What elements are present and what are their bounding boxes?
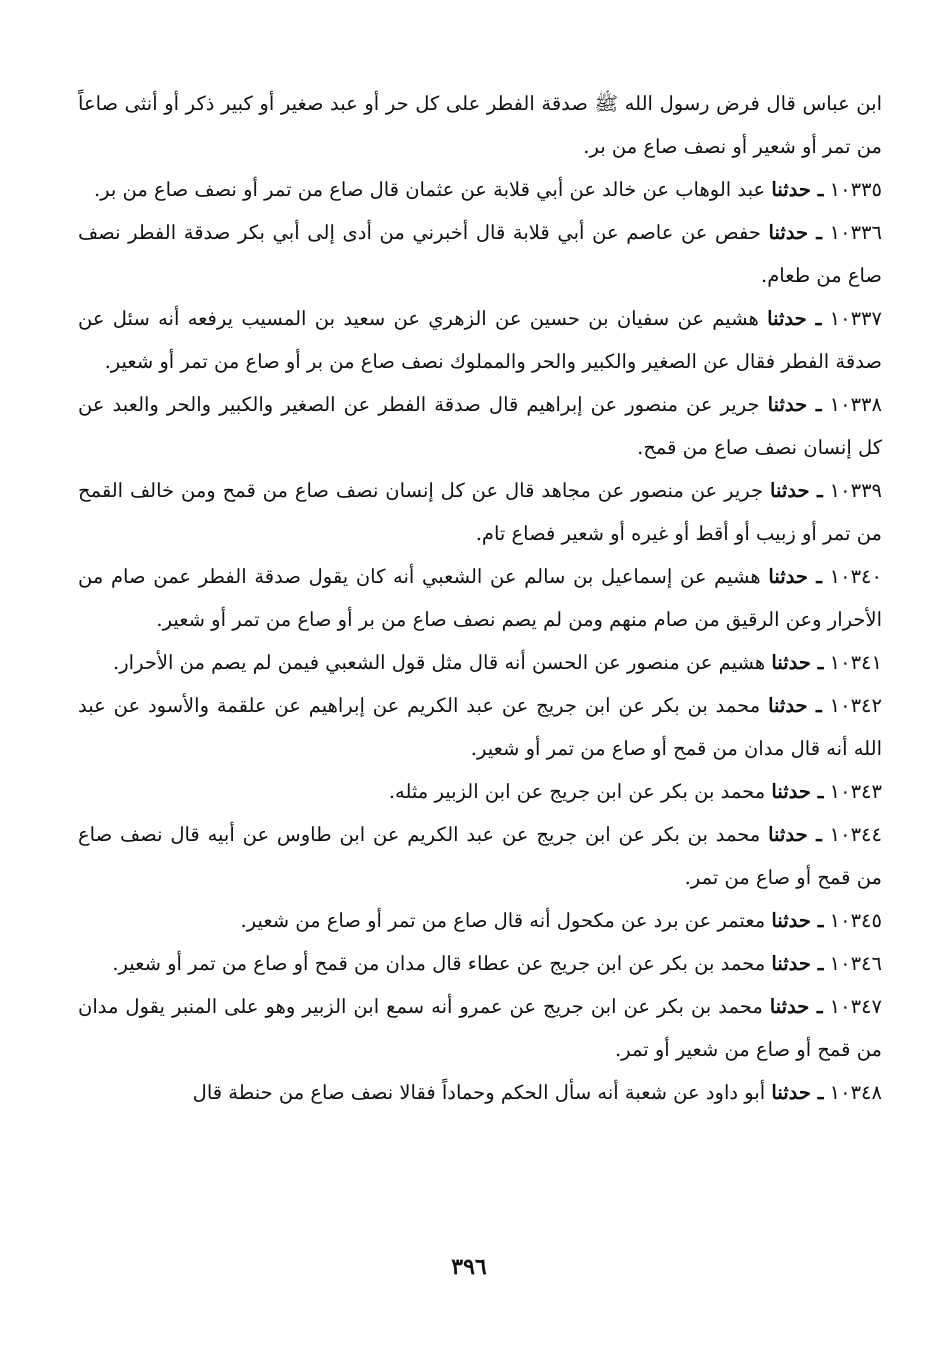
entry-text: جرير عن منصور عن إبراهيم قال صدقة الفطر عن الصغير والكبير والحر والعبد عن كل إنسان نصف صاع من قمح. (78, 393, 882, 459)
hadith-entry (78, 770, 882, 813)
hadith-entry (78, 555, 882, 641)
hadith-entry (78, 1071, 882, 1114)
entry-lead: ـ حدثنا (767, 393, 822, 416)
entry-text: عبد الوهاب عن خالد عن أبي قلابة عن عثمان قال صاع من تمر أو نصف صاع من بر. (93, 178, 766, 201)
hadith-entry (78, 942, 882, 985)
entry-text: محمد بن بكر عن ابن جريج عن عمرو أنه سمع ابن الزبير وهو على المنبر يقول مدان من قمح أو صاع من شعير أو تمر. (78, 995, 882, 1061)
hadith-entry (78, 985, 882, 1071)
entry-lead: ـ حدثنا (771, 1081, 824, 1104)
entry-number: ١٠٣٣٦ (829, 221, 883, 244)
entry-number: ١٠٣٤١ (829, 651, 882, 674)
hadith-entry (78, 211, 882, 297)
hadith-entry (78, 297, 882, 383)
entry-text: محمد بن بكر عن ابن جريج عن ابن الزبير مثله. (388, 780, 766, 803)
entry-lead: ـ حدثنا (768, 823, 822, 846)
entry-text: جرير عن منصور عن مجاهد قال عن كل إنسان نصف صاع من قمح ومن خالف القمح من تمر أو زبيب أو أقط أو غيره أو شعير فصاع تام. (78, 479, 882, 545)
entry-text: هشيم عن إسماعيل بن سالم عن الشعبي أنه كان يقول صدقة الفطر عمن صام من الأحرار وعن الرقيق من صام منهم ومن لم يصم نصف صاع من بر أو صاع من تمر أو شعير. (78, 565, 882, 631)
hadith-entry (78, 899, 882, 942)
entry-lead: ـ حدثنا (771, 909, 824, 932)
hadith-entry (78, 383, 882, 469)
entry-number: ١٠٣٤٢ (829, 694, 882, 717)
hadith-entry (78, 684, 882, 770)
entry-text: أبو داود عن شعبة أنه سأل الحكم وحماداً فقالا نصف صاع من حنطة قال (192, 1081, 766, 1104)
entry-text: هشيم عن سفيان بن حسين عن الزهري عن سعيد بن المسيب يرفعه أنه سئل عن صدقة الفطر فقال عن الصغير والكبير والحر والمملوك نصف صاع من بر أو صاع من تمر أو شعير. (78, 307, 882, 373)
entry-lead: ـ حدثنا (768, 565, 822, 588)
hadith-entry (78, 469, 882, 555)
entry-number: ١٠٣٤٨ (829, 1081, 882, 1104)
intro-paragraph: ابن عباس قال فرض رسول الله ﷺ صدقة الفطر على كل حر أو عبد صغير أو كبير ذكر أو أنثى صاعاً من تمر أو شعير أو نصف صاع من بر. (78, 92, 882, 158)
entry-lead: ـ حدثنا (771, 952, 824, 975)
entry-number: ١٠٣٣٩ (829, 479, 883, 502)
entry-number: ١٠٣٣٧ (829, 307, 882, 330)
entry-lead: ـ حدثنا (768, 221, 822, 244)
entry-lead: ـ حدثنا (771, 178, 824, 201)
hadith-entry (78, 641, 882, 684)
entry-lead: ـ حدثنا (771, 780, 824, 803)
entry-number: ١٠٣٤٧ (829, 995, 883, 1018)
entry-lead: ـ حدثنا (771, 651, 824, 674)
hadith-entry (78, 813, 882, 899)
entry-text: هشيم عن منصور عن الحسن أنه قال مثل قول الشعبي فيمن لم يصم من الأحرار. (113, 651, 766, 674)
entry-text: محمد بن بكر عن ابن جريج عن عبد الكريم عن ابن طاوس عن أبيه قال نصف صاع من قمح أو صاع من تمر. (78, 823, 882, 889)
entry-number: ١٠٣٤٠ (829, 565, 882, 588)
document-body (78, 82, 882, 1114)
entry-number: ١٠٣٣٨ (829, 393, 882, 416)
page-number: ٣٩٦ (451, 1254, 487, 1280)
entry-text: محمد بن بكر عن ابن جريج عن عبد الكريم عن إبراهيم عن علقمة والأسود عن عبد الله أنه قال مدان من قمح أو صاع من تمر أو شعير. (78, 694, 882, 760)
entry-number: ١٠٣٤٣ (829, 780, 882, 803)
entry-number: ١٠٣٤٦ (829, 952, 882, 975)
entry-number: ١٠٣٣٥ (829, 178, 882, 201)
entry-lead: ـ حدثنا (767, 307, 822, 330)
entry-number: ١٠٣٤٤ (829, 823, 883, 846)
entry-text: حفص عن عاصم عن أبي قلابة قال أخبرني من أدى إلى أبي بكر صدقة الفطر نصف صاع من طعام. (78, 221, 882, 287)
hadith-entry (78, 168, 882, 211)
entry-text: معتمر عن برد عن مكحول أنه قال صاع من تمر أو صاع من شعير. (240, 909, 766, 932)
entry-number: ١٠٣٤٥ (829, 909, 882, 932)
entry-lead: ـ حدثنا (770, 479, 823, 502)
entry-lead: ـ حدثنا (768, 694, 822, 717)
entry-text: محمد بن بكر عن ابن جريج عن عطاء قال مدان من قمح أو صاع من تمر أو شعير. (112, 952, 766, 975)
entry-lead: ـ حدثنا (769, 995, 823, 1018)
